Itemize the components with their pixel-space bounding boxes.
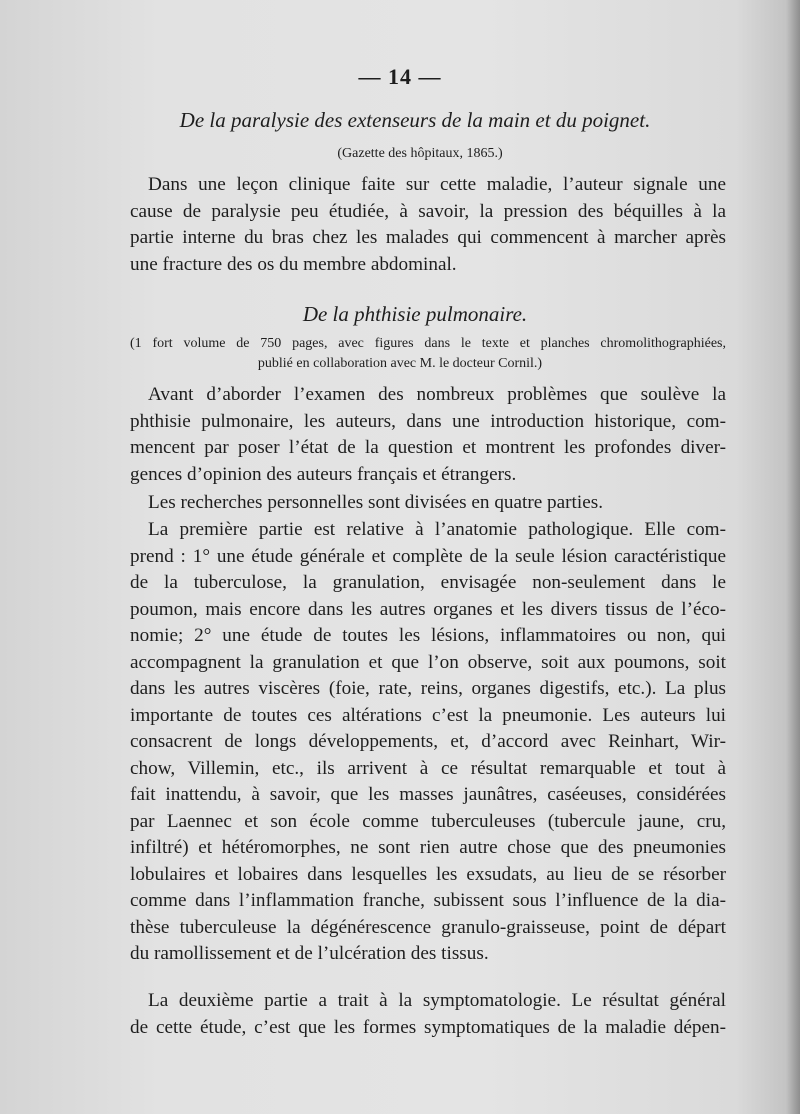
paragraph-recherches: [130, 490, 726, 517]
paragraph-paralysie: [130, 172, 726, 278]
paragraph-introduction: [130, 382, 726, 488]
text-line: partie interne du bras chez les malades qui commencent à marcher après: [130, 227, 726, 248]
text-line: mencent par poser l’état de la question et montrent les profondes diver-: [130, 437, 726, 458]
page-edge-shadow: [786, 0, 800, 1114]
text-line: Les recherches personnelles sont divisées en quatre parties.: [148, 492, 604, 513]
section-title-paralysie: De la paralysie des extenseurs de la main et du poignet.: [179, 108, 651, 132]
text-line: poumon, mais encore dans les autres organes et les divers tissus de l’éco-: [130, 598, 726, 620]
text-line: chow, Villemin, etc., ils arrivent à ce résultat remarquable et tout à: [130, 757, 726, 779]
page-number-dash-right: —: [418, 64, 442, 89]
page-number: [0, 64, 800, 90]
text-line: de la tuberculose, la granulation, envisagée non-seulement dans le: [130, 572, 726, 593]
text-line: Avant d’aborder l’examen des nombreux problèmes que soulève la: [148, 384, 726, 405]
text-line: infiltré) et hétéromorphes, ne sont rien autre chose que des pneumonies: [130, 837, 726, 858]
text-line: par Laennec et son école comme tuberculeuses (tubercule jaune, cru,: [130, 810, 726, 832]
text-line: La deuxième partie a trait à la symptomatologie. Le résultat général: [148, 990, 726, 1011]
page-number-value: 14: [388, 64, 412, 89]
section-source-paralysie: (Gazette des hôpitaux, 1865.): [337, 146, 503, 161]
text-line: fait inattendu, à savoir, que les masses jaunâtres, caséeuses, considérées: [130, 784, 726, 805]
paragraph-deuxieme-partie: [130, 988, 726, 1041]
text-line: comme dans l’inflammation franche, subissent sous l’influence de la dia-: [130, 890, 726, 911]
section-source-line-1: (1 fort volume de 750 pages, avec figures dans le texte et planches chromolithographiées,: [130, 336, 726, 351]
text-line: cause de paralysie peu étudiée, à savoir, la pression des béquilles à la: [130, 200, 726, 222]
text-line: de cette étude, c’est que les formes symptomatiques de la maladie dépen-: [130, 1016, 726, 1038]
paragraph-premiere-partie: [130, 517, 726, 968]
text-line: du ramollissement et de l’ulcération des tissus.: [130, 943, 489, 964]
section-source-line-2: publié en collaboration avec M. le docteur Cornil.): [257, 356, 543, 371]
text-line: thèse tuberculeuse la dégénérescence granulo-graisseuse, point de départ: [130, 916, 726, 938]
text-line: consacrent de longs développements, et, d’accord avec Reinhart, Wir-: [130, 731, 726, 752]
text-line: gences d’opinion des auteurs français et étrangers.: [130, 463, 517, 485]
text-line: lobulaires et lobaires dans lesquelles les exsudats, au lieu de se résorber: [130, 863, 726, 885]
text-line: accompagnent la granulation et que l’on observe, soit aux poumons, soit: [130, 651, 726, 673]
text-line: prend : 1° une étude générale et complète de la seule lésion caractéristique: [130, 545, 726, 567]
text-line: Dans une leçon clinique faite sur cette maladie, l’auteur signale une: [148, 174, 726, 195]
text-line: importante de toutes ces altérations c’est la pneumonie. Les auteurs lui: [130, 704, 726, 726]
text-line: La première partie est relative à l’anatomie pathologique. Elle com-: [148, 519, 726, 540]
text-line: nomie; 2° une étude de toutes les lésions, inflammatoires ou non, qui: [130, 625, 726, 646]
text-line: phthisie pulmonaire, les auteurs, dans une introduction historique, com-: [130, 410, 726, 432]
text-line: une fracture des os du membre abdominal.: [130, 253, 457, 275]
text-line: dans les autres viscères (foie, rate, reins, organes digestifs, etc.). La plus: [130, 678, 726, 699]
section-title-phthisie: De la phthisie pulmonaire.: [302, 302, 528, 326]
page-number-dash-left: —: [358, 64, 382, 89]
